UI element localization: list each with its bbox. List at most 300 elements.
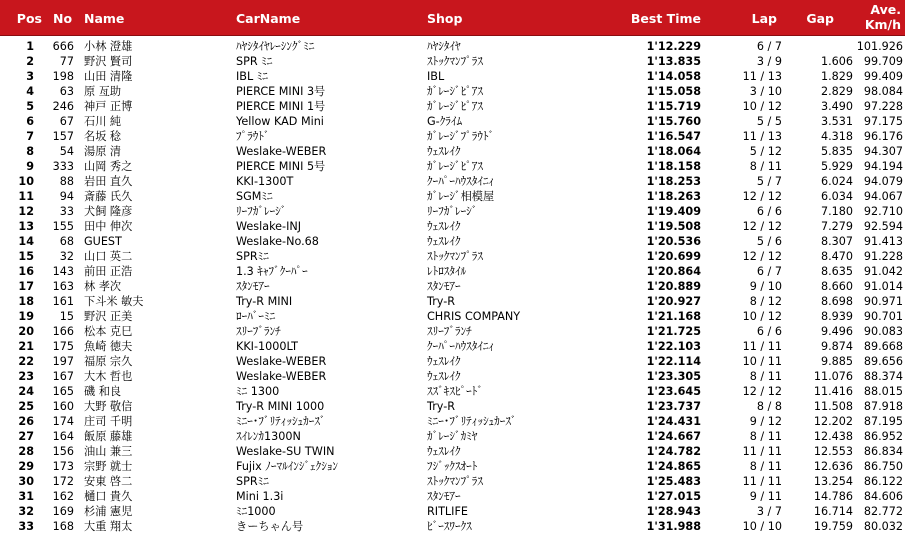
cell-carname: ﾐﾆｰ･ﾌﾞﾘﾃｨｯｼｭｶｰｽﾞ [236,415,326,428]
table-row [0,489,905,504]
cell-lap: 11 / 13 [742,70,782,83]
cell-gap: 3.490 [820,100,853,113]
cell-gap: 8.660 [820,280,853,293]
cell-pos: 1 [26,40,34,53]
cell-best-time: 1'25.483 [646,475,701,488]
cell-no: 167 [52,370,74,383]
cell-ave-speed: 94.079 [863,175,903,188]
cell-ave-speed: 89.656 [863,355,903,368]
table-row [0,204,905,219]
cell-no: 333 [52,160,74,173]
header-carname: CarName [236,11,301,26]
cell-no: 175 [52,340,74,353]
cell-no: 155 [52,220,74,233]
cell-shop: ｽﾄｯｸﾏﾝﾌﾟﾗｽ [427,475,483,488]
cell-pos: 12 [18,205,34,218]
cell-shop: ｸｰﾊﾟｰﾊｳｽﾀｲﾆｨ [427,175,495,188]
cell-name: 飯原 藤雄 [84,430,133,443]
cell-name: 石川 純 [84,115,122,128]
cell-lap: 5 / 12 [749,145,782,158]
cell-lap: 8 / 11 [749,460,782,473]
cell-pos: 11 [18,190,34,203]
table-row [0,279,905,294]
cell-name: 宗野 就士 [84,460,133,473]
cell-best-time: 1'15.719 [646,100,701,113]
cell-pos: 2 [26,55,34,68]
table-row [0,249,905,264]
cell-pos: 24 [18,385,34,398]
cell-best-time: 1'21.725 [646,325,701,338]
cell-best-time: 1'20.699 [646,250,701,263]
cell-lap: 5 / 7 [756,175,782,188]
cell-gap: 11.508 [813,400,853,413]
cell-lap: 10 / 12 [742,310,782,323]
cell-ave-speed: 91.228 [863,250,903,263]
cell-gap: 1.829 [820,70,853,83]
cell-best-time: 1'12.229 [646,40,701,53]
cell-ave-speed: 89.668 [863,340,903,353]
cell-shop: ﾚﾄﾛｽﾀｲﾙ [427,265,467,278]
cell-carname: ﾐﾆ1000 [236,505,276,518]
cell-no: 88 [59,175,74,188]
cell-gap: 9.874 [820,340,853,353]
cell-pos: 17 [18,280,34,293]
cell-lap: 8 / 8 [756,400,782,413]
cell-shop: ｳｪｽﾚｲｸ [427,220,461,233]
cell-best-time: 1'22.114 [646,355,701,368]
cell-gap: 6.034 [820,190,853,203]
cell-name: 安東 啓二 [84,475,133,488]
cell-lap: 9 / 12 [749,415,782,428]
header-best-time: Best Time [630,11,701,26]
table-row [0,219,905,234]
cell-name: 庄司 千明 [84,415,133,428]
cell-no: 166 [52,325,74,338]
cell-name: 山口 英二 [84,250,133,263]
cell-no: 15 [59,310,74,323]
cell-name: 油山 兼三 [84,445,133,458]
cell-name: 大重 翔太 [84,520,133,533]
cell-pos: 7 [26,130,34,143]
cell-pos: 22 [18,355,34,368]
cell-pos: 13 [18,220,34,233]
cell-gap: 12.636 [813,460,853,473]
cell-carname: Weslake-WEBER [236,145,327,158]
cell-ave-speed: 94.194 [863,160,903,173]
cell-shop: ｶﾞﾚｰｼﾞﾋﾟｱｽ [427,160,483,173]
table-row [0,369,905,384]
cell-carname: ﾌﾟﾗｳﾄﾞ [236,130,270,143]
cell-lap: 12 / 12 [742,385,782,398]
cell-best-time: 1'23.305 [646,370,701,383]
cell-pos: 20 [18,325,34,338]
cell-no: 63 [59,85,74,98]
cell-lap: 12 / 12 [742,190,782,203]
cell-carname: IBL ﾐﾆ [236,70,268,83]
cell-best-time: 1'20.864 [646,265,701,278]
cell-ave-speed: 90.083 [863,325,903,338]
cell-no: 156 [52,445,74,458]
cell-ave-speed: 92.594 [863,220,903,233]
cell-gap: 11.076 [813,370,853,383]
cell-gap: 8.698 [820,295,853,308]
cell-best-time: 1'20.889 [646,280,701,293]
cell-best-time: 1'23.645 [646,385,701,398]
cell-gap: 8.939 [820,310,853,323]
cell-best-time: 1'18.158 [646,160,701,173]
cell-best-time: 1'24.431 [646,415,701,428]
table-row [0,234,905,249]
cell-best-time: 1'22.103 [646,340,701,353]
cell-lap: 6 / 6 [756,205,782,218]
cell-ave-speed: 88.374 [863,370,903,383]
table-row [0,84,905,99]
cell-no: 143 [52,265,74,278]
cell-lap: 11 / 11 [742,475,782,488]
cell-name: 松本 克巳 [84,325,133,338]
cell-no: 157 [52,130,74,143]
cell-gap: 14.786 [813,490,853,503]
cell-lap: 8 / 11 [749,430,782,443]
table-row [0,114,905,129]
cell-best-time: 1'18.263 [646,190,701,203]
cell-lap: 11 / 11 [742,445,782,458]
cell-ave-speed: 101.926 [856,40,903,53]
cell-shop: ｸｰﾊﾟｰﾊｳｽﾀｲﾆｨ [427,340,495,353]
header-lap: Lap [751,11,777,26]
cell-shop: ﾋﾞｰｽﾜｰｸｽ [427,520,472,533]
cell-ave-speed: 90.701 [863,310,903,323]
cell-carname: SPRﾐﾆ [236,250,269,263]
cell-shop: ｶﾞﾚｰｼﾞﾌﾟﾗｳﾄﾞ [427,130,495,143]
cell-name: 名坂 稔 [84,130,122,143]
cell-pos: 9 [26,160,34,173]
cell-lap: 6 / 7 [756,265,782,278]
cell-pos: 23 [18,370,34,383]
cell-shop: ｽｽﾞｷｽﾋﾟｰﾄﾞ [427,385,483,398]
cell-pos: 6 [26,115,34,128]
cell-best-time: 1'16.547 [646,130,701,143]
cell-carname: Weslake-INJ [236,220,302,233]
cell-shop: G-ｸﾗｲﾑ [427,115,463,128]
cell-best-time: 1'21.168 [646,310,701,323]
cell-carname: Try-R MINI [236,295,293,308]
cell-carname: Yellow KAD Mini [236,115,324,128]
cell-shop: ｽﾀﾝﾓｱｰ [427,280,461,293]
cell-lap: 3 / 9 [756,55,782,68]
cell-pos: 33 [18,520,34,533]
cell-gap: 7.180 [820,205,853,218]
cell-shop: ｶﾞﾚｰｼﾞﾋﾟｱｽ [427,85,483,98]
cell-no: 33 [59,205,74,218]
cell-lap: 6 / 7 [756,40,782,53]
header-ave-speed [865,2,901,32]
cell-best-time: 1'28.943 [646,505,701,518]
header-no: No [53,11,73,26]
cell-shop: ﾊﾔｼﾀｲﾔ [427,40,461,53]
cell-name: 小林 澄雄 [84,40,133,53]
cell-no: 94 [59,190,74,203]
cell-shop: ﾐﾆｰ･ﾌﾞﾘﾃｨｯｼｭｶｰｽﾞ [427,415,517,428]
cell-best-time: 1'19.508 [646,220,701,233]
cell-gap: 7.279 [820,220,853,233]
cell-gap: 8.470 [820,250,853,263]
cell-no: 164 [52,430,74,443]
cell-best-time: 1'14.058 [646,70,701,83]
cell-gap: 11.416 [813,385,853,398]
cell-lap: 8 / 12 [749,295,782,308]
cell-best-time: 1'31.988 [646,520,701,533]
cell-gap: 12.202 [813,415,853,428]
cell-gap: 13.254 [813,475,853,488]
cell-ave-speed: 86.750 [863,460,903,473]
cell-ave-speed: 88.015 [863,385,903,398]
table-row [0,384,905,399]
cell-ave-speed: 97.175 [863,115,903,128]
cell-carname: PIERCE MINI 3号 [236,85,326,98]
cell-name: 山田 清隆 [84,70,133,83]
cell-pos: 29 [18,460,34,473]
cell-gap: 16.714 [813,505,853,518]
cell-pos: 21 [18,340,34,353]
cell-gap: 12.438 [813,430,853,443]
cell-gap: 4.318 [820,130,853,143]
cell-no: 54 [59,145,74,158]
table-row [0,54,905,69]
cell-name: 大野 敬信 [84,400,133,413]
header-gap: Gap [806,11,834,26]
cell-lap: 11 / 11 [742,340,782,353]
cell-gap: 9.496 [820,325,853,338]
cell-no: 160 [52,400,74,413]
cell-ave-speed: 82.772 [863,505,903,518]
cell-lap: 10 / 12 [742,100,782,113]
cell-name: GUEST [84,235,122,248]
cell-shop: ｶﾞﾚｰｼﾞﾋﾟｱｽ [427,100,483,113]
cell-ave-speed: 86.952 [863,430,903,443]
cell-ave-speed: 98.084 [863,85,903,98]
cell-name: 神戸 正博 [84,100,133,113]
cell-no: 174 [52,415,74,428]
cell-name: 犬飼 隆彦 [84,205,133,218]
cell-name: 田中 伸次 [84,220,133,233]
cell-carname: ｽﾘｰﾌﾞﾗﾝﾁ [236,325,281,338]
cell-carname: SPR ﾐﾆ [236,55,273,68]
table-row [0,309,905,324]
cell-pos: 18 [18,295,34,308]
cell-name: 魚崎 徳夫 [84,340,133,353]
cell-best-time: 1'20.536 [646,235,701,248]
cell-ave-speed: 86.122 [863,475,903,488]
cell-lap: 12 / 12 [742,220,782,233]
table-row [0,174,905,189]
cell-pos: 30 [18,475,34,488]
cell-name: 原 亙助 [84,85,122,98]
cell-lap: 10 / 11 [742,355,782,368]
cell-ave-speed: 91.014 [863,280,903,293]
cell-pos: 26 [18,415,34,428]
cell-no: 172 [52,475,74,488]
cell-carname: Try-R MINI 1000 [236,400,325,413]
cell-lap: 5 / 5 [756,115,782,128]
cell-best-time: 1'24.667 [646,430,701,443]
cell-no: 666 [52,40,74,53]
cell-shop: ｽﾀﾝﾓｱｰ [427,490,461,503]
cell-pos: 10 [18,175,34,188]
cell-lap: 11 / 13 [742,130,782,143]
cell-pos: 32 [18,505,34,518]
cell-name: 山岡 秀之 [84,160,133,173]
cell-shop: ｽﾄｯｸﾏﾝﾌﾟﾗｽ [427,55,483,68]
cell-gap: 5.835 [820,145,853,158]
header-shop: Shop [427,11,463,26]
cell-gap: 9.885 [820,355,853,368]
cell-no: 67 [59,115,74,128]
table-row [0,354,905,369]
cell-best-time: 1'23.737 [646,400,701,413]
cell-name: 斎藤 氏久 [84,190,133,203]
table-row [0,189,905,204]
table-row [0,129,905,144]
cell-carname: ﾊﾔｼﾀｲﾔﾚｰｼﾝｸﾞﾐﾆ [236,40,315,53]
cell-no: 198 [52,70,74,83]
cell-shop: ｶﾞﾚｰｼﾞｶﾐﾔ [427,430,478,443]
cell-ave-speed: 99.409 [863,70,903,83]
cell-name: 磯 和良 [84,385,122,398]
cell-best-time: 1'27.015 [646,490,701,503]
cell-best-time: 1'24.865 [646,460,701,473]
cell-ave-speed: 94.307 [863,145,903,158]
table-row [0,159,905,174]
cell-gap: 5.929 [820,160,853,173]
cell-carname: Mini 1.3i [236,490,284,503]
table-row [0,339,905,354]
cell-no: 162 [52,490,74,503]
cell-carname: KKI-1000LT [236,340,299,353]
cell-name: 樋口 貴久 [84,490,133,503]
cell-carname: ｽﾀﾝﾓｱｰ [236,280,270,293]
cell-lap: 12 / 12 [742,250,782,263]
cell-name: 前田 正浩 [84,265,133,278]
cell-ave-speed: 97.228 [863,100,903,113]
cell-best-time: 1'15.760 [646,115,701,128]
cell-no: 197 [52,355,74,368]
cell-carname: Weslake-SU TWIN [236,445,335,458]
cell-name: 福原 宗久 [84,355,133,368]
cell-no: 165 [52,385,74,398]
cell-ave-speed: 80.032 [863,520,903,533]
cell-carname: ﾐﾆ 1300 [236,385,280,398]
cell-ave-speed: 87.918 [863,400,903,413]
cell-carname: KKI-1300T [236,175,294,188]
cell-shop: IBL [427,70,445,83]
cell-pos: 16 [18,265,34,278]
cell-gap: 8.307 [820,235,853,248]
cell-shop: ｳｪｽﾚｲｸ [427,445,461,458]
table-row [0,414,905,429]
cell-carname: 1.3 ｷｬﾌﾞｸｰﾊﾟｰ [236,265,308,278]
cell-lap: 10 / 10 [742,520,782,533]
cell-shop: RITLIFE [427,505,468,518]
cell-lap: 5 / 6 [756,235,782,248]
cell-best-time: 1'15.058 [646,85,701,98]
cell-pos: 15 [18,250,34,263]
cell-shop: ｽﾘｰﾌﾞﾗﾝﾁ [427,325,472,338]
header-name: Name [84,11,125,26]
cell-pos: 31 [18,490,34,503]
cell-no: 77 [59,55,74,68]
results-body [0,39,905,534]
cell-shop: ﾘｰﾌｶﾞﾚｰｼﾞ [427,205,478,218]
cell-carname: ｽｲﾚﾝｶ1300N [236,430,301,443]
table-row [0,69,905,84]
cell-lap: 8 / 11 [749,160,782,173]
table-header [0,0,905,36]
table-row [0,459,905,474]
table-row [0,264,905,279]
cell-shop: CHRIS COMPANY [427,310,521,323]
cell-gap: 3.531 [820,115,853,128]
cell-gap: 2.829 [820,85,853,98]
cell-shop: ｶﾞﾚｰｼﾞ相模屋 [427,190,495,203]
cell-lap: 8 / 11 [749,370,782,383]
cell-carname: PIERCE MINI 5号 [236,160,326,173]
cell-gap: 19.759 [813,520,853,533]
cell-pos: 25 [18,400,34,413]
cell-no: 163 [52,280,74,293]
cell-no: 168 [52,520,74,533]
cell-shop: Try-R [427,295,456,308]
cell-ave-speed: 94.067 [863,190,903,203]
table-row [0,429,905,444]
cell-lap: 3 / 7 [756,505,782,518]
cell-gap: 6.024 [820,175,853,188]
table-row [0,399,905,414]
cell-shop: ｳｪｽﾚｲｸ [427,235,461,248]
header-pos: Pos [16,11,42,26]
cell-name: 下斗米 敏夫 [84,295,144,308]
cell-pos: 27 [18,430,34,443]
cell-lap: 3 / 10 [749,85,782,98]
cell-lap: 9 / 10 [749,280,782,293]
cell-carname: ﾘｰﾌｶﾞﾚｰｼﾞ [236,205,287,218]
cell-ave-speed: 91.042 [863,265,903,278]
cell-name: 岩田 直久 [84,175,133,188]
cell-no: 161 [52,295,74,308]
cell-gap: 8.635 [820,265,853,278]
table-row [0,444,905,459]
cell-pos: 5 [26,100,34,113]
cell-pos: 19 [18,310,34,323]
cell-carname: PIERCE MINI 1号 [236,100,326,113]
cell-name: 野沢 賢司 [84,55,133,68]
cell-ave-speed: 87.195 [863,415,903,428]
cell-name: 野沢 正美 [84,310,133,323]
table-row [0,324,905,339]
cell-best-time: 1'13.835 [646,55,701,68]
table-row [0,144,905,159]
cell-carname: SPRﾐﾆ [236,475,269,488]
cell-carname: ﾛｰﾊﾞｰﾐﾆ [236,310,276,323]
cell-carname: Weslake-WEBER [236,370,327,383]
cell-shop: ｳｪｽﾚｲｸ [427,370,461,383]
cell-ave-speed: 84.606 [863,490,903,503]
cell-no: 169 [52,505,74,518]
cell-best-time: 1'24.782 [646,445,701,458]
cell-shop: Try-R [427,400,456,413]
cell-pos: 14 [18,235,34,248]
table-row [0,504,905,519]
